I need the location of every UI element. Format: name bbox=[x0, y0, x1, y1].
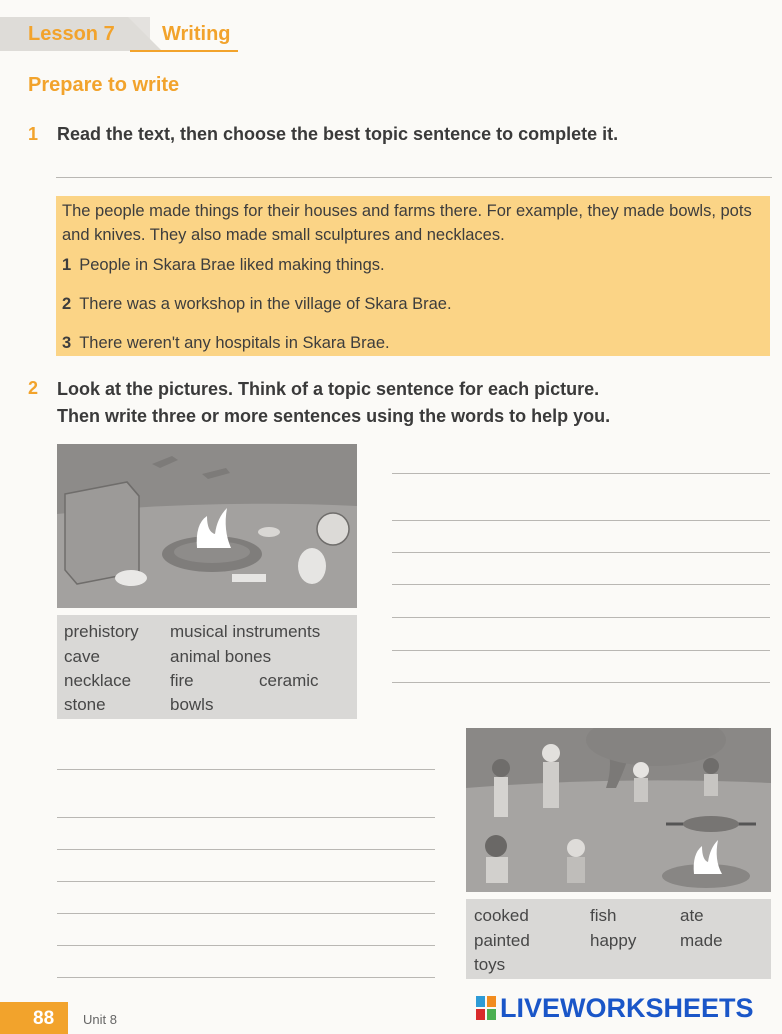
write-line[interactable] bbox=[392, 552, 770, 553]
write-line[interactable] bbox=[57, 977, 435, 978]
write-line[interactable] bbox=[57, 913, 435, 914]
write-line[interactable] bbox=[392, 520, 770, 521]
write-line[interactable] bbox=[57, 881, 435, 882]
word-fish: fish bbox=[590, 906, 617, 925]
word-cooked: cooked bbox=[474, 906, 529, 925]
option-number: 3 bbox=[62, 334, 72, 352]
reading-paragraph: The people made things for their houses and farms there. For example, they made bowls, pots and knives. They also made small sculptures and necklaces. bbox=[62, 202, 752, 244]
write-line[interactable] bbox=[392, 617, 770, 618]
word-5: necklace bbox=[64, 671, 132, 690]
q2-prompt-line1: Look at the pictures. Think of a topic sentence for each picture. bbox=[57, 379, 600, 399]
write-line[interactable] bbox=[392, 650, 770, 651]
write-line[interactable] bbox=[57, 817, 435, 818]
word-9: bowls bbox=[170, 695, 214, 714]
unit-label: Unit 8 bbox=[83, 1012, 117, 1027]
section-underline bbox=[130, 50, 238, 52]
write-line[interactable] bbox=[57, 769, 435, 770]
q2-prompt-line2: Then write three or more sentences using the words to help you. bbox=[57, 406, 611, 426]
lesson-label: Lesson 7 bbox=[28, 23, 115, 45]
word-ate: ate bbox=[680, 906, 704, 925]
write-line[interactable] bbox=[392, 682, 770, 683]
q1-prompt: Read the text, then choose the best topic sentence to complete it. bbox=[57, 124, 619, 144]
word-8: stone bbox=[64, 695, 106, 714]
cave-picture bbox=[57, 444, 357, 608]
word-2: musical instruments bbox=[170, 622, 321, 641]
word-toys: toys bbox=[474, 955, 506, 974]
campfire-picture bbox=[466, 728, 771, 892]
word-6: fire bbox=[170, 671, 194, 690]
word-1: prehistory bbox=[64, 622, 139, 641]
prepare-title: Prepare to write bbox=[28, 74, 180, 96]
liveworksheets-brand[interactable]: LIVEWORKSHEETS bbox=[500, 993, 754, 1023]
word-3: cave bbox=[64, 647, 100, 666]
option-number: 2 bbox=[62, 295, 72, 313]
option-text: There weren't any hospitals in Skara Brae. bbox=[79, 334, 390, 352]
q1-answer-line[interactable] bbox=[56, 177, 772, 178]
cave-scene-illustration bbox=[57, 444, 357, 608]
word-made: made bbox=[680, 931, 723, 950]
write-line[interactable] bbox=[57, 945, 435, 946]
word-4: animal bones bbox=[170, 647, 272, 666]
option-2[interactable] bbox=[62, 295, 452, 314]
campfire-scene-illustration bbox=[466, 728, 771, 892]
page-number: 88 bbox=[33, 1008, 55, 1029]
write-line[interactable] bbox=[392, 473, 770, 474]
write-line[interactable] bbox=[392, 584, 770, 585]
option-text: There was a workshop in the village of Skara Brae. bbox=[79, 295, 452, 313]
q1-number: 1 bbox=[28, 124, 39, 144]
word-happy: happy bbox=[590, 931, 637, 950]
option-3[interactable] bbox=[62, 334, 390, 353]
q2-number: 2 bbox=[28, 378, 39, 398]
option-text: People in Skara Brae liked making things. bbox=[79, 256, 385, 274]
write-line[interactable] bbox=[57, 849, 435, 850]
liveworksheets-logo-icon bbox=[476, 996, 496, 1020]
section-title: Writing bbox=[162, 23, 231, 45]
option-number: 1 bbox=[62, 256, 72, 274]
word-7: ceramic bbox=[259, 671, 319, 690]
option-1[interactable] bbox=[62, 256, 385, 275]
word-painted: painted bbox=[474, 931, 530, 950]
